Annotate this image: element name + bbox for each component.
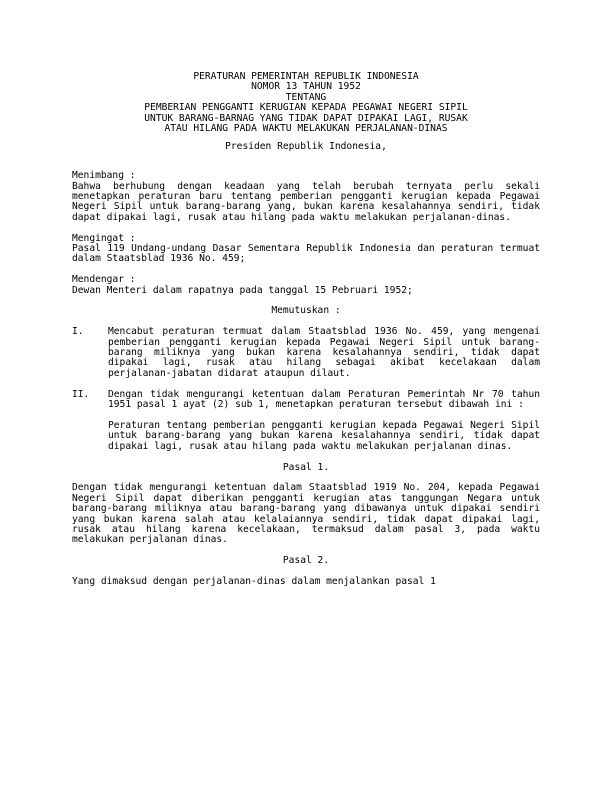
memutuskan-heading: Memutuskan : [271, 305, 341, 317]
pasal-1-title: Pasal 1. [282, 461, 330, 473]
item-text: Mencabut peraturan termuat dalam Staatsblad 1936 No. 459, yang mengenai pemberian pengganti kerugian kepada Pegawai Negeri Sipil untuk barang-barang miliknya yang bukan karena kesalahannya sendiri, tidak dapat dipakai lagi, rusak atau hilang sebagai akibat kecelakaan dalam perjalanan-jabatan didarat ataupun dilaut. [108, 326, 540, 379]
item-subtext: Peraturan tentang pemberian pengganti kerugian kepada Pegawai Negeri Sipil untuk barang-barang yang bukan karena kesalahannya sendiri, tidak dapat dipakai lagi, rusak atau hilang pada waktu melakukan perjalanan dinas. [108, 419, 540, 452]
pasal-2-title: Pasal 2. [282, 555, 330, 567]
header-number-line: NOMOR 13 TAHUN 1952 [251, 81, 361, 93]
item-number: II. [72, 388, 90, 400]
mengingat-label: Mengingat : [72, 232, 136, 244]
header-title-line: PERATURAN PEMERINTAH REPUBLIK INDONESIA [193, 71, 419, 82]
item-text: Dengan tidak mengurangi ketentuan dalam Peraturan Pemerintah Nr 70 tahun 1951 pasal 1 ayat (2) sub 1, menetapkan peraturan tersebut dibawah ini : [108, 388, 540, 411]
header-subject-line: UNTUK BARANG-BARNAG YANG TIDAK DAPAT DIPAKAI LAGI, RUSAK [144, 112, 468, 124]
pasal-2-text: Yang dimaksud dengan perjalanan-dinas dalam menjalankan pasal 1 [72, 575, 436, 587]
header-tentang-line: TENTANG [285, 91, 327, 103]
president-line: Presiden Republik Indonesia, [225, 141, 387, 153]
mendengar-label: Mendengar : [72, 274, 136, 286]
decision-item-1 [72, 327, 540, 379]
pasal-1-text: Dengan tidak mengurangi ketentuan dalam Staatsblad 1919 No. 204, kepada Pegawai Negeri Sipil dapat diberikan pengganti kerugian atas tanggungan Negara untuk barang-barang miliknya atau barang-barang yang dibawanya untuk dipakai sendiri yang bukan karena salah atau kelalaiannya sendiri, tidak dapat dipakai lagi, rusak atau hilang karena kecelakaan, termaksud dalam pasal 3, pada waktu melakukan perjalanan dinas. [72, 482, 540, 546]
decision-item-2 [72, 390, 540, 411]
header-subject-line: ATAU HILANG PADA WAKTU MELAKUKAN PERJALANAN-DINAS [164, 123, 448, 135]
menimbang-label: Menimbang : [72, 170, 136, 182]
header-subject-line: PEMBERIAN PENGGANTI KERUGIAN KEPADA PEGAWAI NEGERI SIPIL [144, 102, 468, 114]
document-header [72, 72, 540, 134]
document-page [72, 72, 540, 587]
menimbang-text: Bahwa berhubung dengan keadaan yang telah berubah ternyata perlu sekali menetapkan peraturan baru tentang pemberian pengganti kerugian kepada Pegawai Negeri Sipil untuk barang-barang yang, bukan karena kesalahannya sendiri, tidak dapat dipakai lagi, rusak atau hilang pada waktu melakukan perjalanan-dinas. [72, 180, 540, 223]
item-number: I. [72, 326, 84, 338]
mendengar-text: Dewan Menteri dalam rapatnya pada tanggal 15 Pebruari 1952; [72, 284, 413, 296]
mengingat-text: Pasal 119 Undang-undang Dasar Sementara Republik Indonesia dan peraturan termuat dalam Staatsblad 1936 No. 459; [72, 243, 540, 265]
